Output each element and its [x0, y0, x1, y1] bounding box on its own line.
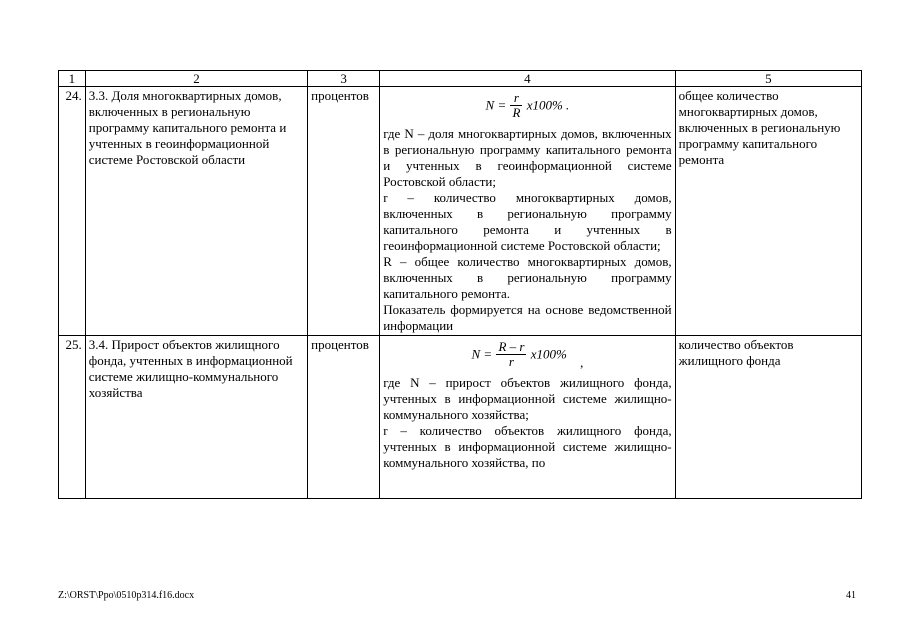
header-cell: 1	[59, 71, 86, 87]
indicator-table	[58, 70, 862, 499]
indicator-name: 3.3. Доля многоквартирных домов, включенных в региональную программу капитального ремонта и учтенных в геоинформационной системе Ростовской области	[85, 87, 307, 336]
unit-cell: процентов	[308, 336, 380, 499]
source-note: Показатель формируется на основе ведомственной информации	[383, 302, 672, 333]
base-cell: общее количество многоквартирных домов, включенных в региональную программу капитального ремонта	[675, 87, 861, 336]
indicator-name: 3.4. Прирост объектов жилищного фонда, учтенных в информационной системе жилищно-коммунального хозяйства	[85, 336, 307, 499]
row-number: 25.	[59, 336, 86, 499]
formula-definition: r – количество объектов жилищного фонда, учтенных в информационной системе жилищно-коммунального хозяйства, по	[383, 423, 672, 470]
method-cell	[380, 87, 675, 336]
header-cell: 3	[308, 71, 380, 87]
formula: N = $\frac{r}{R}$ x100% .	[485, 90, 570, 120]
formula-definition: R – общее количество многоквартирных домов, включенных в региональную программу капитального ремонта.	[383, 254, 672, 301]
row-number: 24.	[59, 87, 86, 336]
formula-fraction: $\frac{r}{R}$	[512, 90, 521, 120]
formula-definition: r – количество многоквартирных домов, включенных в региональную программу капитального ремонта и учтенных в геоинформационной системе Ростовской области;	[383, 190, 672, 253]
formula-definition: где N – доля многоквартирных домов, включенных в региональную программу капитального ремонта и учтенных в геоинформационной системе Ростовской области;	[383, 126, 672, 189]
header-cell: 4	[380, 71, 675, 87]
base-cell: количество объектов жилищного фонда	[675, 336, 861, 499]
table-header-row	[59, 71, 862, 87]
unit-cell: процентов	[308, 87, 380, 336]
file-path-footer: Z:\ORST\Ppo\0510p314.f16.docx	[58, 590, 195, 601]
table-row	[59, 336, 862, 499]
table-row	[59, 87, 862, 336]
formula: N = $\frac{R - r}{r}$ x100% ,	[471, 339, 584, 370]
method-cell	[380, 336, 675, 499]
header-cell: 5	[675, 71, 861, 87]
formula-fraction: $\frac{R - r}{r}$	[498, 339, 525, 369]
header-cell: 2	[85, 71, 307, 87]
formula-definition: где N – прирост объектов жилищного фонда, учтенных в информационной системе жилищно-коммунального хозяйства;	[383, 375, 672, 422]
page-number: 41	[846, 590, 856, 601]
